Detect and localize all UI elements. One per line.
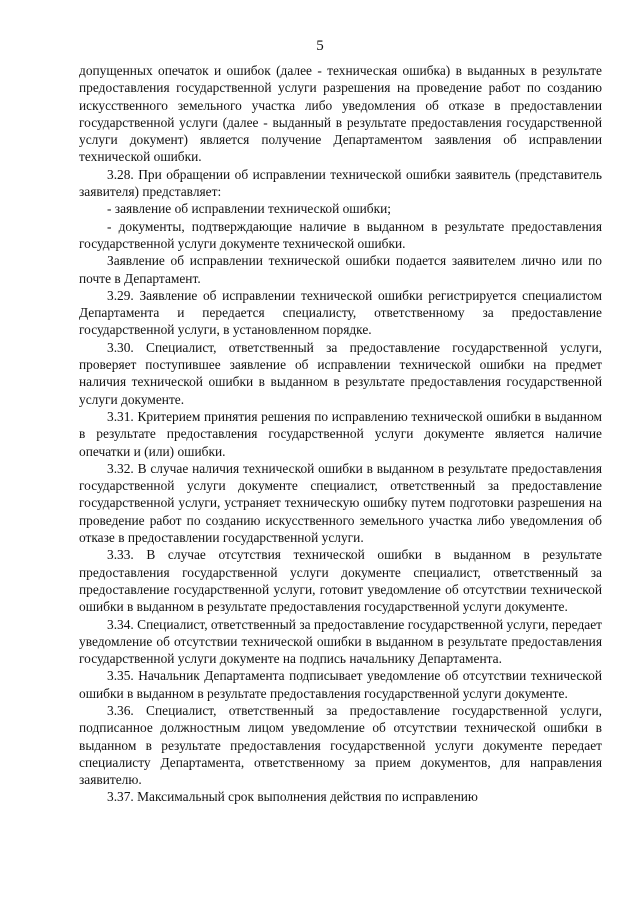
paragraph-3-35: 3.35. Начальник Департамента подписывает уведомление об отсутствии технической ошибки в выданном в результате предоставления государственной услуги документе. — [79, 668, 602, 701]
paragraph-submission: Заявление об исправлении технической ошибки подается заявителем лично или по почте в Департамент. — [79, 253, 602, 286]
paragraph-3-36: 3.36. Специалист, ответственный за предоставление государственной услуги, подписанное должностным лицом уведомление об отсутствии технической ошибки в выданном в результате предоставления государственной услуги документе передает специалисту Департамента, ответственному за прием документов, для направления заявителю. — [79, 702, 602, 788]
paragraph-3-31: 3.31. Критерием принятия решения по исправлению технической ошибки в выданном в результате предоставления государственной услуги документе является наличие опечатки и (или) ошибки. — [79, 408, 602, 459]
list-item-application: - заявление об исправлении технической ошибки; — [107, 201, 391, 217]
paragraph-3-29: 3.29. Заявление об исправлении технической ошибки регистрируется специалистом Департамента и передается специалисту, ответственному за предоставление государственной услуги, в установленном порядке. — [79, 287, 602, 338]
paragraph-3-33: 3.33. В случае отсутствия технической ошибки в выданном в результате предоставления государственной услуги документе специалист, ответственный за предоставление государственной услуги, готовит уведомление об отсутствии технической ошибки в выданном в результате предоставления государственной услуги документе. — [79, 547, 602, 615]
paragraph-3-37: 3.37. Максимальный срок выполнения действия по исправлению — [107, 789, 478, 805]
list-item-documents: - документы, подтверждающие наличие в выданном в результате предоставления государственной услуги документе технической ошибки. — [79, 218, 602, 251]
paragraph-3-30: 3.30. Специалист, ответственный за предоставление государственной услуги, проверяет поступившее заявление об исправлении технической ошибки на предмет наличия технической ошибки в выданном в результате предоставления государственной услуги документе. — [79, 339, 602, 407]
page-number: 5 — [316, 38, 324, 54]
document-body — [79, 62, 602, 806]
paragraph-intro-continuation: допущенных опечаток и ошибок (далее - техническая ошибка) в выданных в результате предоставления государственной услуги разрешения на проведение работ по созданию искусственного земельного участка либо уведомления об отказе в предоставлении государственной услуги (далее - выданный в результате предоставления государственной услуги документ) является получение Департаментом заявления об исправлении технической ошибки. — [79, 63, 602, 165]
paragraph-3-28: 3.28. При обращении об исправлении технической ошибки заявитель (представитель заявителя) представляет: — [79, 166, 602, 200]
paragraph-3-32: 3.32. В случае наличия технической ошибки в выданном в результате предоставления государственной услуги документе специалист, ответственный за предоставление государственной услуги, устраняет техническую ошибку путем подготовки разрешения на проведение работ по созданию искусственного земельного участка либо уведомления об отказе в предоставлении государственной услуги. — [79, 460, 602, 546]
paragraph-3-34: 3.34. Специалист, ответственный за предоставление государственной услуги, передает уведомление об отсутствии технической ошибки в выданном в результате предоставления государственной услуги документе на подпись начальнику Департамента. — [79, 616, 602, 667]
